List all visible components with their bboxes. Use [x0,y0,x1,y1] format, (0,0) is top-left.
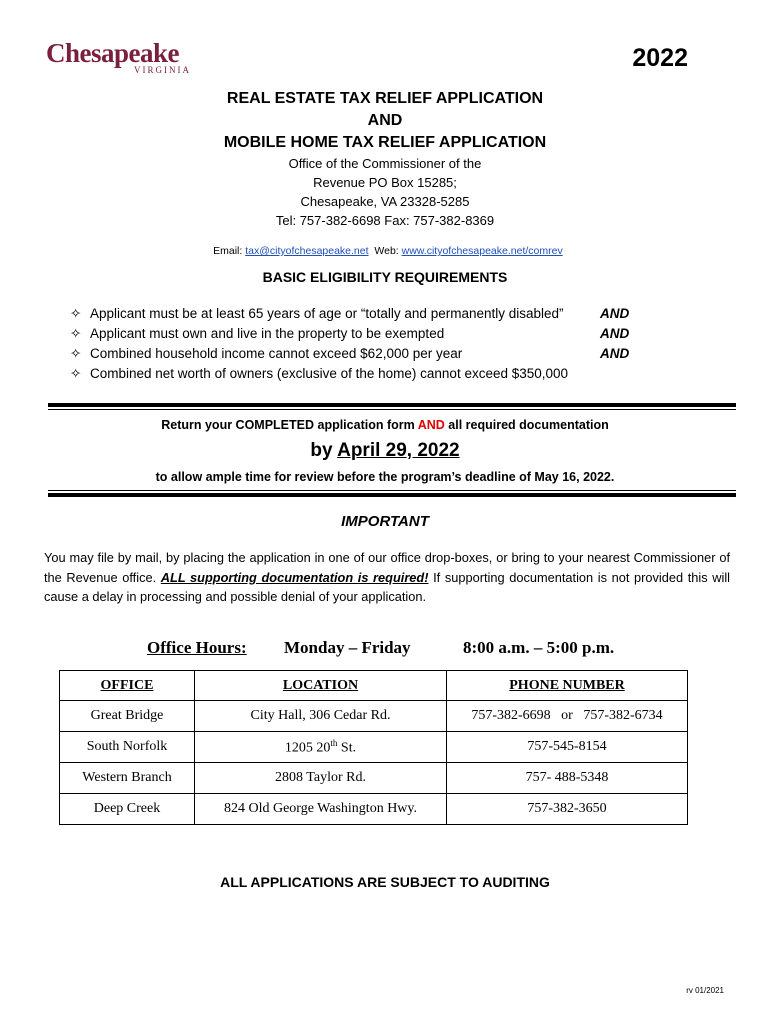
column-header-phone: PHONE NUMBER [447,671,688,701]
table-row [60,794,688,825]
eligibility-text: Applicant must own and live in the property to be exempted [90,326,445,341]
office-hours-time: 8:00 a.m. – 5:00 p.m. [463,638,615,657]
office-cell: Western Branch [60,763,195,794]
divider-thick [48,493,736,497]
column-header-location: LOCATION [195,671,447,701]
filing-emphasis: ALL supporting documentation is required! [160,569,429,585]
deadline-date-value: April 29, 2022 [337,440,460,461]
location-text: 1205 20 [284,740,331,756]
eligibility-and: AND [600,346,630,361]
eligibility-and: AND [600,326,630,341]
diamond-bullet-icon: ✧ [70,306,82,321]
table-row [60,763,688,794]
return-text-1: Return your COMPLETED application form [161,418,418,432]
deadline-prefix: by [310,440,338,461]
web-link[interactable]: www.cityofchesapeake.net/comrev [401,245,563,257]
deadline-date [0,440,770,462]
filing-instructions [44,548,730,607]
logo-wordmark: Chesapeake [46,38,180,68]
location-cell: 824 Old George Washington Hwy. [195,794,447,825]
phone-cell: 757- 488-5348 [447,763,688,794]
office-line-1: Office of the Commissioner of the [288,156,482,171]
eligibility-text: Applicant must be at least 65 years of age or “totally and permanently disabled” [90,306,564,321]
divider-thin [48,490,736,491]
phone-cell: 757-382-3650 [447,794,688,825]
column-header-office: OFFICE [60,671,195,701]
eligibility-item [70,306,640,326]
eligibility-item [70,346,640,366]
table-row [60,732,688,763]
phone-cell: 757-545-8154 [447,732,688,763]
form-year: 2022 [632,44,688,72]
web-label: Web: [368,245,402,257]
office-cell: Deep Creek [60,794,195,825]
chesapeake-logo [46,38,196,80]
revision-note: rv 01/2021 [686,986,724,995]
eligibility-item [70,326,640,346]
location-cell: 2808 Taylor Rd. [195,763,447,794]
eligibility-text: Combined net worth of owners (exclusive of the home) cannot exceed $350,000 [90,366,569,381]
eligibility-heading: BASIC ELIGIBILITY REQUIREMENTS [262,269,508,285]
auditing-notice: ALL APPLICATIONS ARE SUBJECT TO AUDITING [220,874,550,890]
location-text-suffix: St. [337,740,357,756]
diamond-bullet-icon: ✧ [70,346,82,361]
office-line-2: Revenue PO Box 15285; [313,175,457,190]
logo-subtitle: VIRGINIA [134,65,191,75]
diamond-bullet-icon: ✧ [70,366,82,381]
location-ordinal: th [330,737,338,748]
filing-text-1: You may file by mail, by placing the application in one of our office drop-boxes, or bring to your nearest Commissioner of the Revenue office. [44,550,730,585]
eligibility-text: Combined household income cannot exceed $62,000 per year [90,346,463,361]
office-phone-fax: Tel: 757-382-6698 Fax: 757-382-8369 [275,213,495,228]
table-header-row [60,671,688,701]
table-row [60,701,688,732]
title-line-3: MOBILE HOME TAX RELIEF APPLICATION [223,134,547,151]
divider-thick [48,403,736,407]
location-cell [195,732,447,763]
eligibility-and: AND [600,306,630,321]
return-text-2: all required documentation [444,418,609,432]
office-cell: South Norfolk [60,732,195,763]
office-cell: Great Bridge [60,701,195,732]
program-deadline-note: to allow ample time for review before the program’s deadline of May 16, 2022. [155,470,615,484]
eligibility-item [70,366,640,386]
phone-cell: 757-382-6698 or 757-382-6734 [447,701,688,732]
title-line-1: REAL ESTATE TAX RELIEF APPLICATION [226,90,544,107]
location-cell: City Hall, 306 Cedar Rd. [195,701,447,732]
important-heading: IMPORTANT [341,513,429,530]
contact-links [0,233,770,257]
diamond-bullet-icon: ✧ [70,326,82,341]
divider-thin [48,409,736,410]
email-link[interactable]: tax@cityofchesapeake.net [245,245,369,257]
office-hours-days: Monday – Friday [284,638,411,657]
filing-text-2: If supporting documentation is not provided this will cause a delay in processing and possible denial of your application. [44,569,731,604]
return-instruction [0,418,770,432]
title-line-2: AND [367,112,403,129]
email-label: Email: [213,245,246,257]
office-line-3: Chesapeake, VA 23328-5285 [300,194,470,209]
return-and-red: AND [417,418,445,432]
office-hours-label: Office Hours: [147,638,247,657]
office-locations-table [59,670,688,825]
